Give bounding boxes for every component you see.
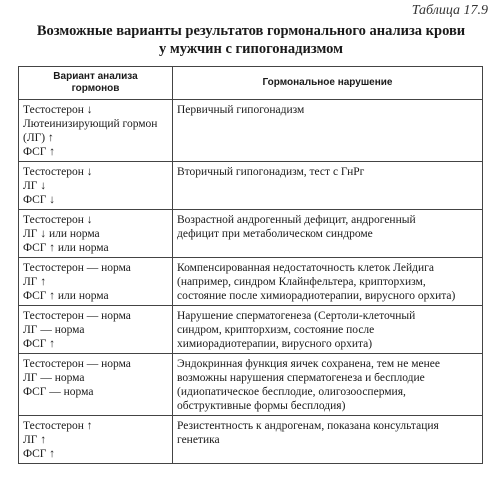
disorder-cell <box>173 306 483 354</box>
disorder-line: состояние после химиорадиотерапии, вирусного орхита) <box>177 290 456 302</box>
disorder-line: Резистентность к андрогенам, показана консультация <box>177 420 439 432</box>
disorder-line: Эндокринная функция яичек сохранена, тем не менее <box>177 358 440 370</box>
analysis-cell <box>19 416 173 464</box>
header-analysis-variant <box>19 67 173 100</box>
analysis-cell <box>19 354 173 416</box>
analysis-line: Тестостерон ↓ <box>23 166 93 178</box>
disorder-line: Вторичный гипогонадизм, тест с ГнРг <box>177 166 365 178</box>
disorder-line: Нарушение сперматогенеза (Сертоли-клеточный <box>177 310 416 322</box>
disorder-cell <box>173 416 483 464</box>
analysis-line: ЛГ ↓ <box>23 180 47 192</box>
disorder-line: (идиопатическое бесплодие, олигозооспермия, <box>177 386 406 398</box>
analysis-line: ЛГ — норма <box>23 324 85 336</box>
disorder-line: обструктивные формы бесплодия) <box>177 400 346 412</box>
disorder-cell <box>173 210 483 258</box>
disorder-cell <box>173 354 483 416</box>
analysis-line: ЛГ ↑ <box>23 276 47 288</box>
analysis-cell <box>19 100 173 162</box>
disorder-line: Возрастной андрогенный дефицит, андрогенный <box>177 214 416 226</box>
disorder-line: Компенсированная недостаточность клеток Лейдига <box>177 262 434 274</box>
header-hormonal-disorder: Гормональное нарушение <box>173 67 483 100</box>
table-title-line-1: Возможные варианты результатов гормонального анализа крови <box>36 23 466 39</box>
analysis-line: Тестостерон ↑ <box>23 420 93 432</box>
disorder-line: Первичный гипогонадизм <box>177 104 305 116</box>
header-analysis-variant-line-1: Вариант анализа <box>53 71 138 82</box>
analysis-cell <box>19 210 173 258</box>
analysis-line: Тестостерон — норма <box>23 310 131 322</box>
table-header-row <box>19 67 483 100</box>
analysis-line: (ЛГ) ↑ <box>23 132 54 144</box>
table-row <box>19 162 483 210</box>
hormone-table <box>18 66 483 464</box>
table-row <box>19 258 483 306</box>
table-body <box>19 100 483 464</box>
table-row <box>19 354 483 416</box>
disorder-line: химиорадиотерапии, вирусного орхита) <box>177 338 373 350</box>
analysis-line: ФСГ ↓ <box>23 194 56 206</box>
analysis-line: ФСГ ↑ или норма <box>23 290 109 302</box>
table-row <box>19 100 483 162</box>
disorder-cell <box>173 100 483 162</box>
analysis-line: Тестостерон — норма <box>23 262 131 274</box>
analysis-line: Тестостерон ↓ <box>23 104 93 116</box>
analysis-line: Лютеинизирующий гормон <box>23 118 158 130</box>
disorder-line: генетика <box>177 434 220 446</box>
table-row <box>19 210 483 258</box>
analysis-cell <box>19 162 173 210</box>
analysis-line: ФСГ ↑ или норма <box>23 242 109 254</box>
disorder-line: (например, синдром Клайнфельтера, крипторхизм, <box>177 276 426 288</box>
analysis-cell <box>19 306 173 354</box>
analysis-line: ЛГ — норма <box>23 372 85 384</box>
disorder-cell <box>173 258 483 306</box>
table-number: Таблица 17.9 <box>411 3 488 18</box>
analysis-line: Тестостерон ↓ <box>23 214 93 226</box>
analysis-line: Тестостерон — норма <box>23 358 131 370</box>
table-title-line-2: у мужчин с гипогонадизмом <box>158 41 343 57</box>
disorder-line: дефицит при метаболическом синдроме <box>177 228 373 240</box>
analysis-cell <box>19 258 173 306</box>
analysis-line: ФСГ ↑ <box>23 338 56 350</box>
analysis-line: ЛГ ↓ или норма <box>23 228 100 240</box>
disorder-line: синдром, крипторхизм, состояние после <box>177 324 375 336</box>
disorder-cell <box>173 162 483 210</box>
analysis-line: ФСГ — норма <box>23 386 94 398</box>
analysis-line: ЛГ ↑ <box>23 434 47 446</box>
analysis-line: ФСГ ↑ <box>23 146 56 158</box>
table-row <box>19 306 483 354</box>
table-row <box>19 416 483 464</box>
disorder-line: возможны нарушения сперматогенеза и бесплодие <box>177 372 425 384</box>
analysis-line: ФСГ ↑ <box>23 448 56 460</box>
header-analysis-variant-line-2: гормонов <box>71 83 120 94</box>
table-title <box>0 22 502 58</box>
